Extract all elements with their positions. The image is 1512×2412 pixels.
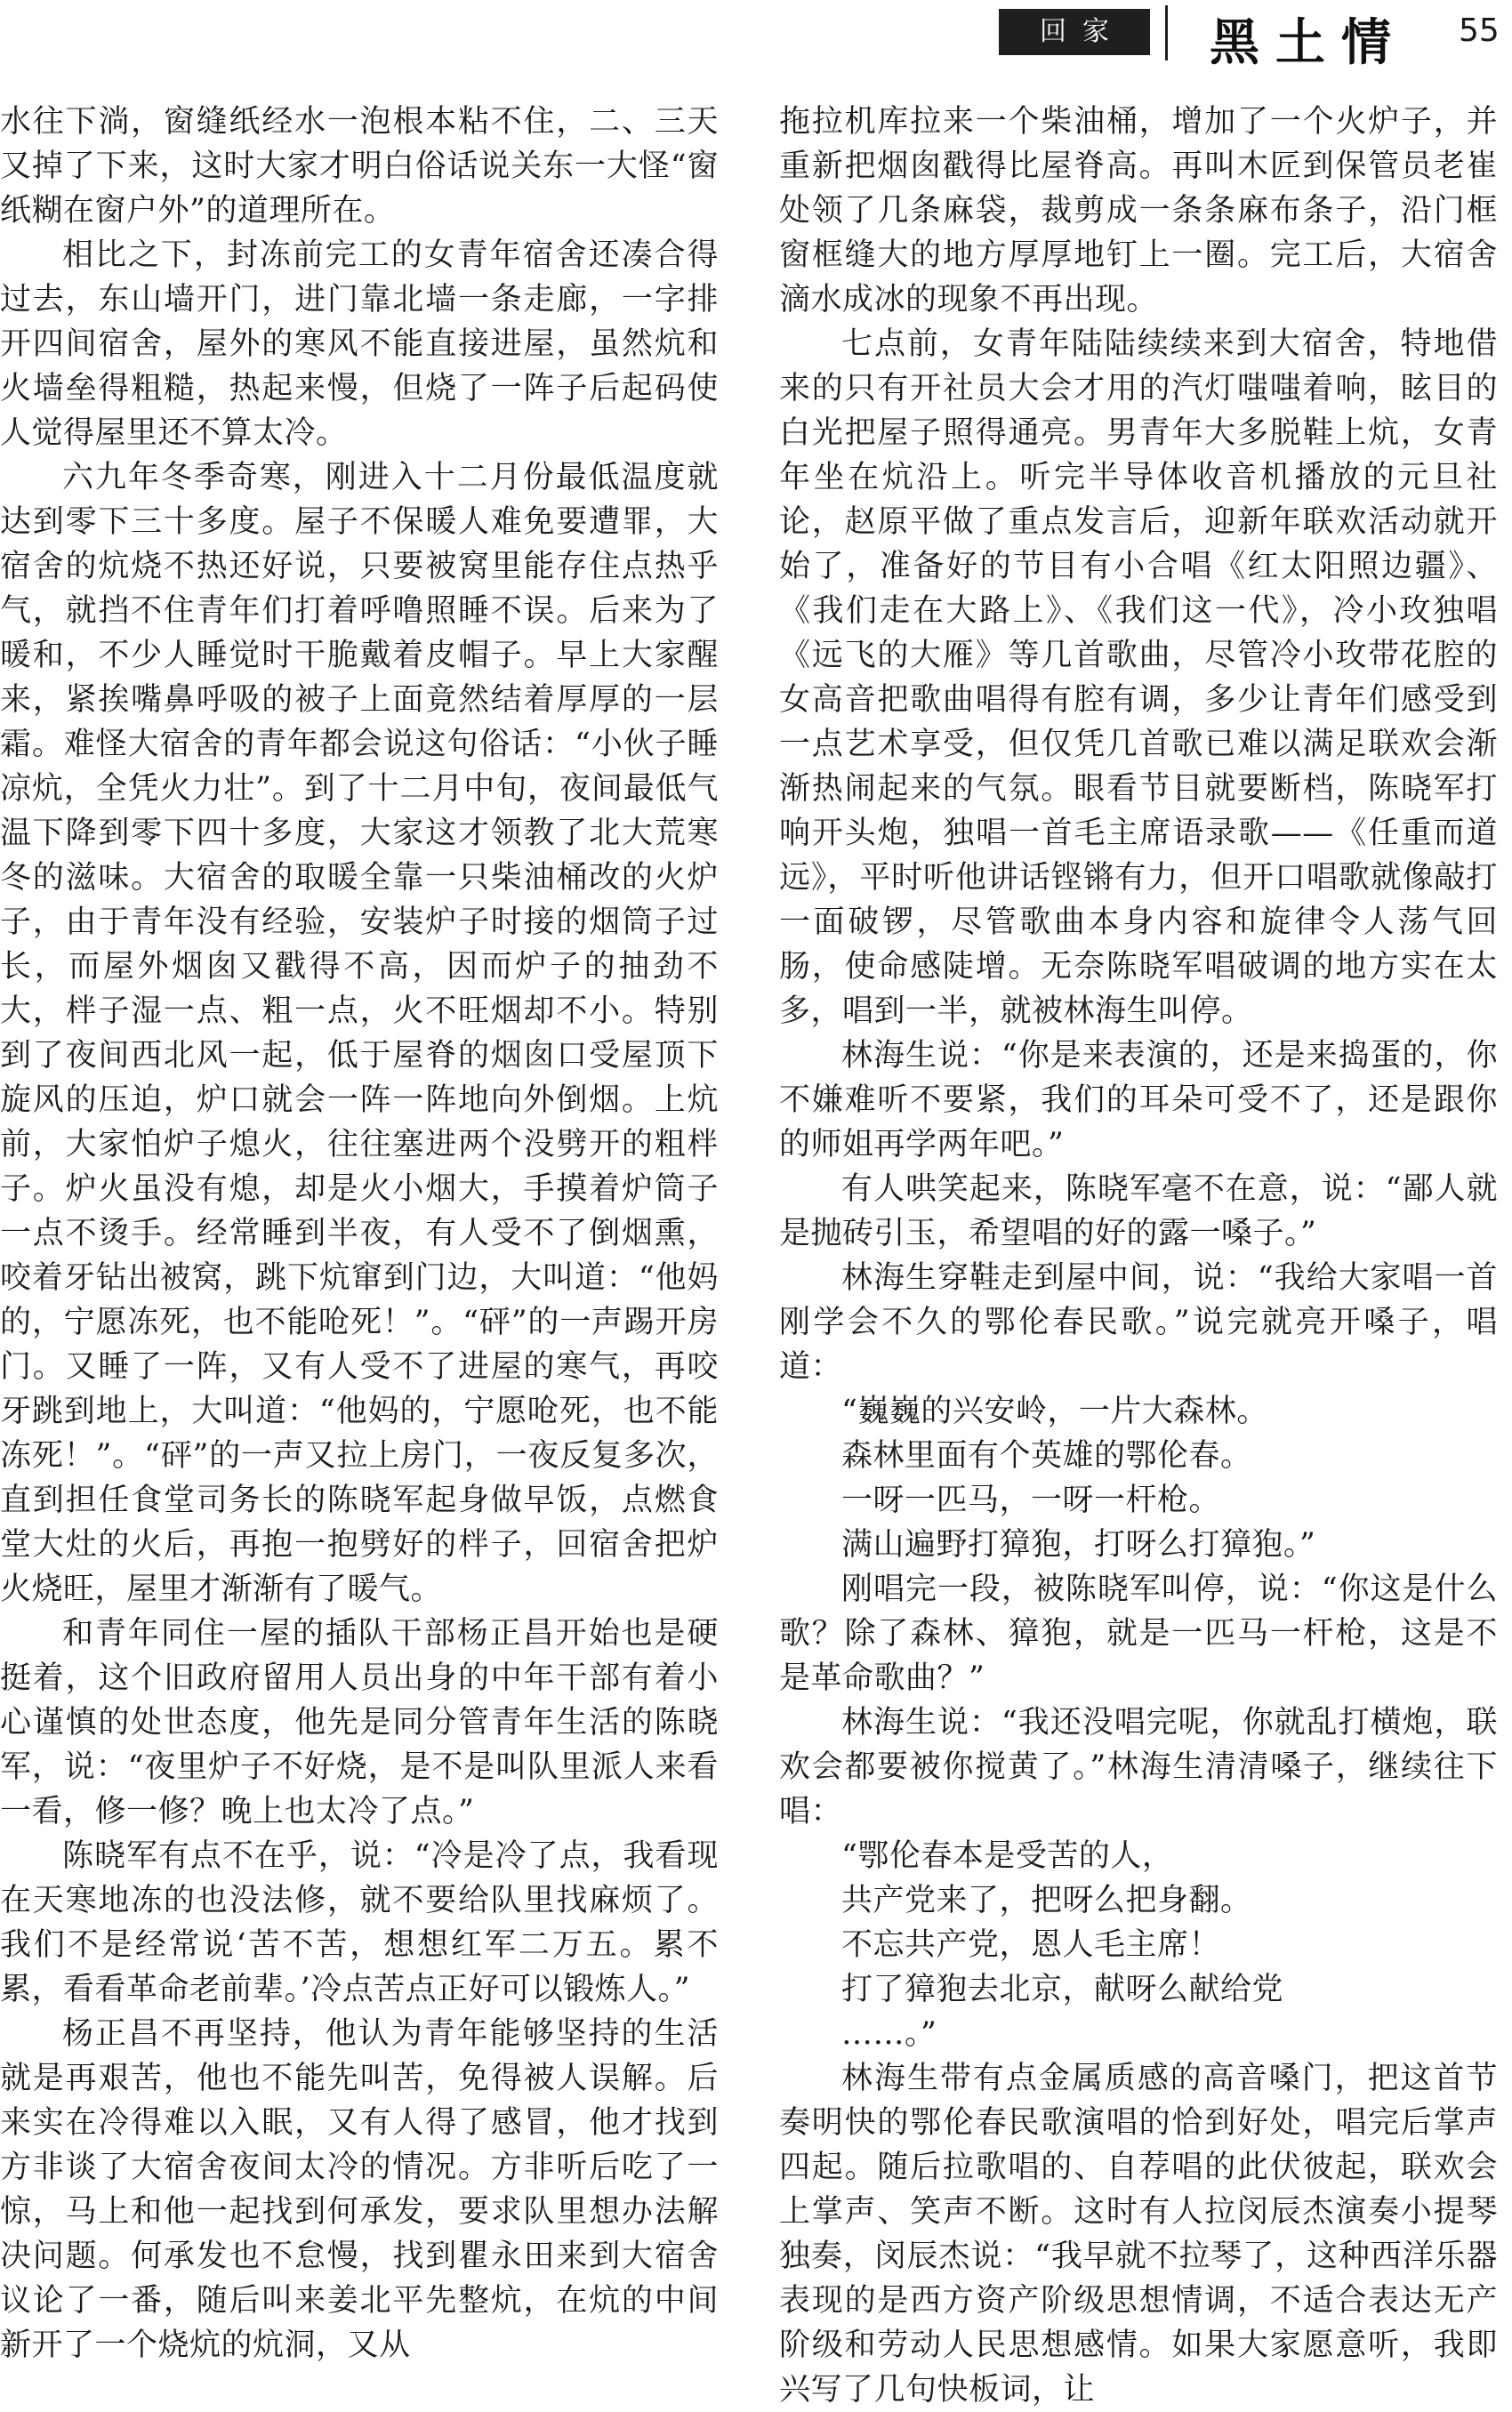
section-label: 回家 — [999, 9, 1150, 55]
verse-line: 森林里面有个英雄的鄂伦春。 — [841, 1438, 1252, 1474]
paragraph: 相比之下，封冻前完工的女青年宿舍还凑合得过去，东山墙开门，进门靠北墙一条走廊，一字排开四间宿舍，屋外的寒风不能直接进屋，虽然炕和火墙垒得粗糙，热起来慢，但烧了一阵子后起码使人觉得屋里还不算太冷。 — [0, 237, 719, 451]
paragraph: 有人哄笑起来，陈晓军毫不在意，说：“鄙人就是抛砖引玉，希望唱的好的露一嗓子。” — [779, 1171, 1498, 1251]
page-header — [0, 0, 1512, 71]
page-number: 55 — [1459, 12, 1500, 49]
verse-line: 满山遍野打獐狍，打呀么打獐狍。” — [841, 1527, 1316, 1563]
paragraph: 陈晓军有点不在乎，说：“冷是冷了点，我看现在天寒地冻的也没法修，就不要给队里找麻烦了。我们不是经常说‘苦不苦，想想红军二万五。累不累，看看革命老前辈。’冷点苦点正好可以锻炼人。” — [0, 1838, 719, 2007]
left-column — [0, 100, 719, 2363]
right-column — [779, 100, 1498, 2408]
header-divider — [1165, 5, 1168, 60]
paragraph: 林海生穿鞋走到屋中间，说：“我给大家唱一首刚学会不久的鄂伦春民歌。”说完就亮开嗓子，唱道： — [779, 1260, 1498, 1385]
verse-line: 一呀一匹马，一呀一杆枪。 — [841, 1483, 1221, 1518]
paragraph: 七点前，女青年陆陆续续来到大宿舍，特地借来的只有开社员大会才用的汽灯嗤嗤着响，眩目的白光把屋子照得通亮。男青年大多脱鞋上炕，女青年坐在炕沿上。听完半导体收音机播放的元旦社论，赵原平做了重点发言后，迎新年联欢活动就开始了，准备好的节目有小合唱《红太阳照边疆》、《我们走在大路上》、《我们这一代》，冷小玫独唱《远飞的大雁》等几首歌曲，尽管冷小玫带花腔的女高音把歌曲唱得有腔有调，多少让青年们感受到一点艺术享受，但仅凭几首歌已难以满足联欢会渐渐热闹起来的气氛。眼看节目就要断档，陈晓军打响开头炮，独唱一首毛主席语录歌——《任重而道远》，平时听他讲话铿锵有力，但开口唱歌就像敲打一面破锣，尽管歌曲本身内容和旋律令人荡气回肠，使命感陡增。无奈陈晓军唱破调的地方实在太多，唱到一半，就被林海生叫停。 — [779, 326, 1498, 1029]
verse-line: 不忘共产党，恩人毛主席！ — [841, 1927, 1221, 1963]
paragraph: 六九年冬季奇寒，刚进入十二月份最低温度就达到零下三十多度。屋子不保暖人难免要遭罪，大宿舍的炕烧不热还好说，只要被窝里能存住点热乎气，就挡不住青年们打着呼噜照睡不误。后来为了暖和，不少人睡觉时干脆戴着皮帽子。早上大家醒来，紧挨嘴鼻呼吸的被子上面竟然结着厚厚的一层霜。难怪大宿舍的青年都会说这句俗话：“小伙子睡凉炕，全凭火力壮”。到了十二月中旬，夜间最低气温下降到零下四十多度，大家这才领教了北大荒寒冬的滋味。大宿舍的取暖全靠一只柴油桶改的火炉子，由于青年没有经验，安装炉子时接的烟筒子过长，而屋外烟囱又戳得不高，因而炉子的抽劲不大，柈子湿一点、粗一点，火不旺烟却不小。特别到了夜间西北风一起，低于屋脊的烟囱口受屋顶下旋风的压迫，炉口就会一阵一阵地向外倒烟。上炕前，大家怕炉子熄火，往往塞进两个没劈开的粗柈子。炉火虽没有熄，却是火小烟大，手摸着炉筒子一点不烫手。经常睡到半夜，有人受不了倒烟熏，咬着牙钻出被窝，跳下炕窜到门边，大叫道：“他妈的，宁愿冻死，也不能呛死！”。“砰”的一声踢开房门。又睡了一阵，又有人受不了进屋的寒气，再咬牙跳到地上，大叫道：“他妈的，宁愿呛死，也不能冻死！”。“砰”的一声又拉上房门，一夜反复多次，直到担任食堂司务长的陈晓军起身做早饭，点燃食堂大灶的火后，再抱一抱劈好的柈子，回宿舍把炉火烧旺，屋里才渐渐有了暖气。 — [0, 460, 719, 1607]
paragraph: 林海生带有点金属质感的高音嗓门，把这首节奏明快的鄂伦春民歌演唱的恰到好处，唱完后掌声四起。随后拉歌唱的、自荐唱的此伏彼起，联欢会上掌声、笑声不断。这时有人拉闵辰杰演奏小提琴独奏，闵辰杰说：“我早就不拉琴了，这种西洋乐器表现的是西方资产阶级思想情调，不适合表达无产阶级和劳动人民思想感情。如果大家愿意听，我即兴写了几句快板词，让 — [779, 2061, 1498, 2408]
paragraph: 拖拉机库拉来一个柴油桶，增加了一个火炉子，并重新把烟囱戳得比屋脊高。再叫木匠到保管员老崔处领了几条麻袋，裁剪成一条条麻布条子，沿门框窗框缝大的地方厚厚地钉上一圈。完工后，大宿舍滴水成冰的现象不再出现。 — [779, 104, 1498, 318]
verse-line: “巍巍的兴安岭，一片大森林。 — [841, 1394, 1268, 1429]
verse-line: “鄂伦春本是受苦的人， — [841, 1838, 1174, 1874]
verse-line: 打了獐狍去北京，献呀么献给党 — [841, 1972, 1284, 2007]
verse-line: 共产党来了，把呀么把身翻。 — [841, 1883, 1252, 1918]
magazine-title: 黑土情 — [1210, 13, 1407, 72]
paragraph: 水往下淌，窗缝纸经水一泡根本粘不住，二、三天又掉了下来，这时大家才明白俗话说关东一大怪“窗纸糊在窗户外”的道理所在。 — [0, 104, 719, 229]
paragraph: 刚唱完一段，被陈晓军叫停，说：“你这是什么歌？除了森林、獐狍，就是一匹马一杆枪，这是不是革命歌曲？” — [779, 1572, 1498, 1696]
paragraph: 林海生说：“我还没唱完呢，你就乱打横炮，联欢会都要被你搅黄了。”林海生清清嗓子，继续往下唱： — [779, 1705, 1498, 1829]
paragraph: 杨正昌不再坚持，他认为青年能够坚持的生活就是再艰苦，他也不能先叫苦，免得被人误解。后来实在冷得难以入眠，又有人得了感冒，他才找到方非谈了大宿舍夜间太冷的情况。方非听后吃了一惊，马上和他一起找到何承发，要求队里想办法解决问题。何承发也不怠慢，找到瞿永田来到大宿舍议论了一番，随后叫来姜北平先整炕，在炕的中间新开了一个烧炕的炕洞，又从 — [0, 2016, 719, 2363]
paragraph: 林海生说：“你是来表演的，还是来捣蛋的，你不嫌难听不要紧，我们的耳朵可受不了，还是跟你的师姐再学两年吧。” — [779, 1038, 1498, 1162]
verse-line: ……。” — [841, 2016, 937, 2052]
paragraph: 和青年同住一屋的插队干部杨正昌开始也是硬挺着，这个旧政府留用人员出身的中年干部有着小心谨慎的处世态度，他先是同分管青年生活的陈晓军，说：“夜里炉子不好烧，是不是叫队里派人来看一看，修一修？晚上也太冷了点。” — [0, 1616, 719, 1829]
